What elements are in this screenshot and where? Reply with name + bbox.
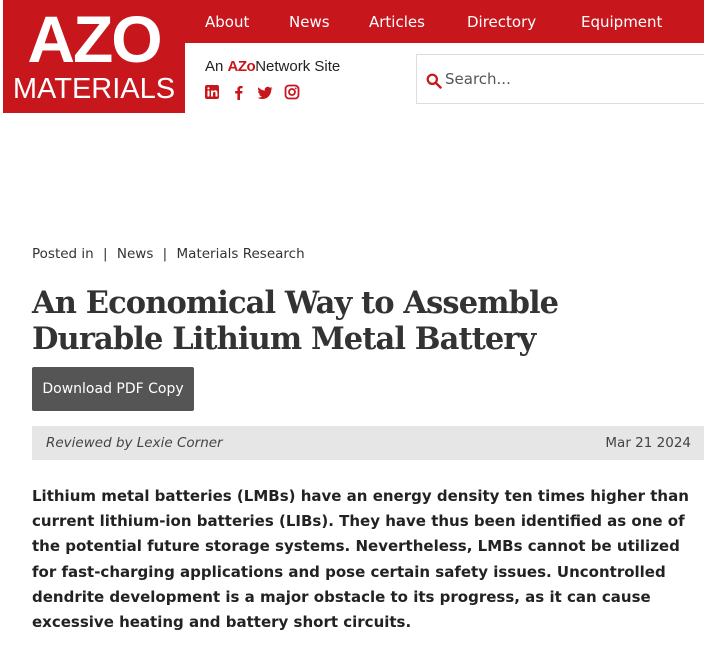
linkedin-icon[interactable] (204, 84, 220, 101)
search-box (416, 54, 704, 104)
search-icon[interactable] (426, 73, 442, 89)
logo-materials-text: MATERIALS (12, 73, 176, 105)
breadcrumb-posted-in: Posted in (32, 246, 94, 262)
nav-item-about[interactable]: About (205, 13, 250, 31)
review-info-bar (32, 426, 704, 460)
azonetwork-tagline (205, 58, 340, 75)
breadcrumb (32, 246, 305, 262)
article-intro: Lithium metal batteries (LMBs) have an energy density ten times higher than current lithium-ion batteries (LIBs). They have thus been identified as one of the potential future storage systems. Nevertheless, LMBs cannot be utilized for fast-charging applications and pose certain safety issues. Uncontrolled dendrite development is a major obstacle to its progress, as it can cause excessive heating and battery short circuits. (32, 487, 689, 632)
article-title: An Economical Way to Assemble Durable Lithium Metal Battery (32, 285, 559, 357)
logo-azo-text: AZO (27, 2, 161, 76)
site-header (0, 0, 704, 113)
breadcrumb-separator: | (103, 246, 108, 262)
breadcrumb-separator: | (162, 246, 168, 262)
reviewed-by: Reviewed by Lexie Corner (46, 435, 223, 451)
nav-item-articles[interactable]: Articles (369, 13, 425, 31)
facebook-icon[interactable] (231, 84, 247, 101)
top-navigation (185, 0, 704, 43)
nav-item-directory[interactable]: Directory (467, 13, 537, 31)
azo-materials-logo[interactable] (3, 0, 185, 113)
download-pdf-button[interactable]: Download PDF Copy (32, 367, 194, 411)
network-brand: AZo (227, 58, 256, 75)
nav-item-equipment[interactable]: Equipment (581, 13, 663, 31)
twitter-icon[interactable] (257, 84, 273, 101)
publish-date: Mar 21 2024 (605, 435, 691, 451)
network-prefix: An (205, 58, 224, 75)
instagram-icon[interactable] (284, 84, 300, 101)
breadcrumb-link-news[interactable]: News (116, 246, 154, 262)
nav-item-news[interactable]: News (289, 13, 330, 31)
search-input[interactable] (445, 63, 704, 95)
breadcrumb-link-materials-research[interactable]: Materials Research (176, 246, 305, 262)
network-suffix: Network Site (255, 58, 341, 75)
